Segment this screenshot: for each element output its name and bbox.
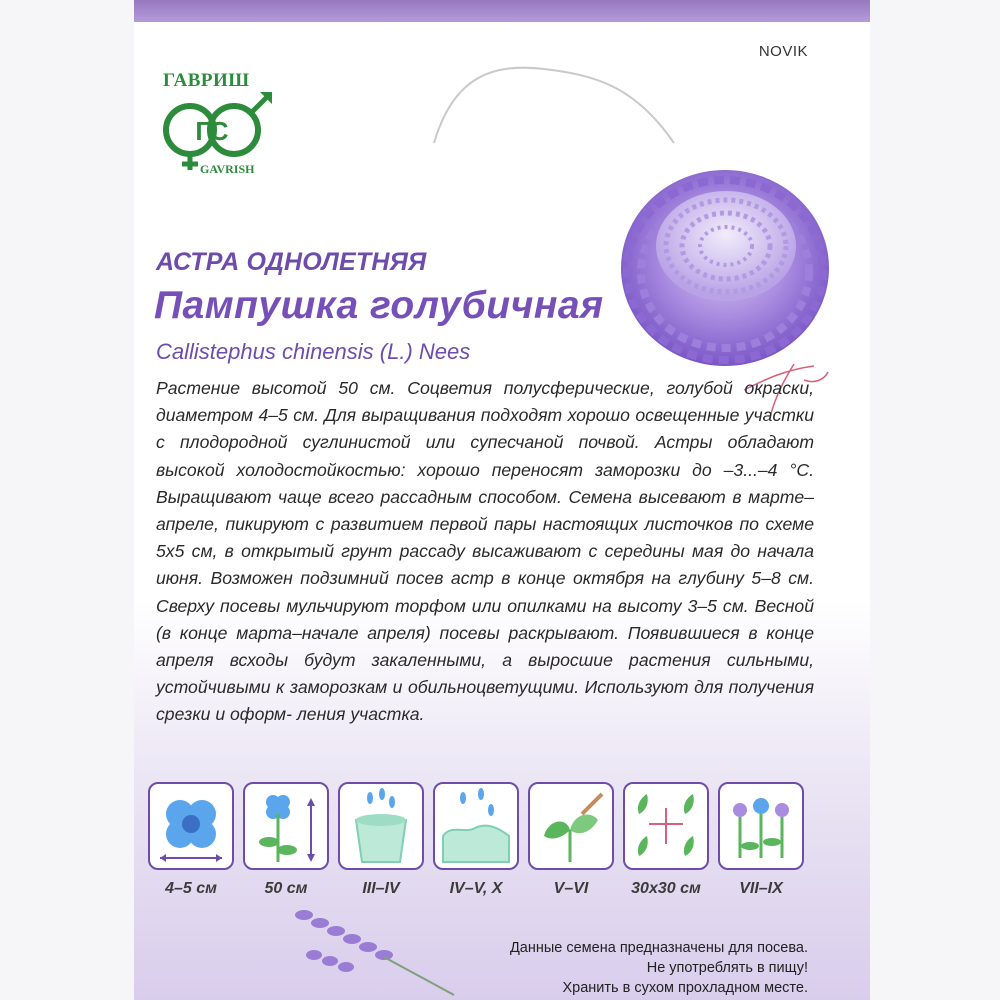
icon-cell-diameter [148,782,234,898]
plant-height-icon [243,782,329,870]
aster-flower-photo [618,158,833,373]
icon-cell-seedling [528,782,614,898]
note-line: Хранить в сухом прохладном месте. [562,980,808,996]
icon-label: 30х30 см [631,880,701,897]
notes-block [510,938,808,998]
open-ground-sowing-icon [433,782,519,870]
seedling-planting-icon [528,782,614,870]
product-variety: Пампушка голубичная [154,284,604,327]
lavender-decoration [284,895,464,1000]
note-line: Не употреблять в пищу! [646,960,808,976]
icon-label: IV–V, X [449,880,503,897]
icon-label: VII–IX [739,880,783,897]
icon-label: III–IV [362,880,400,897]
icon-cell-sowing-pot [338,782,424,898]
growing-icons-row [148,782,848,907]
icon-cell-ground-sowing [433,782,519,898]
icon-cell-flowering [718,782,804,898]
sowing-pot-icon [338,782,424,870]
product-latin-name: Callistephus chinensis (L.) Nees [156,339,471,364]
planting-scheme-icon [623,782,709,870]
brand-mark: NOVIK [758,43,808,60]
icon-label: V–VI [553,880,589,897]
icon-label: 50 см [264,880,308,897]
seed-packet-back [134,0,870,1000]
icon-cell-scheme [623,782,709,898]
product-category: АСТРА ОДНОЛЕТНЯЯ [156,248,427,276]
top-color-band [134,0,870,22]
hang-hole-icon [424,55,684,145]
icon-label: 4–5 см [165,880,217,897]
logo-text-bottom: GAVRISH [200,162,255,176]
product-description: Растение высотой 50 см. Соцветия полусферические, голубой окраски, диаметром 4–5 см. Для выращивания подходят хорошо освещенные участки с плодородной суглинистой или супесчаной почвой. Астры обладают высокой холодостойкостью: хорошо переносят заморозки до –3...–4 °С. Выращивают чаще всего рассадным способом. Семена высевают в марте–апреле, пикируют с развитием первой пары настоящих листочков по схеме 5х5 см, в открытый грунт рассаду высаживают с середины мая до начала июня. Возможен подзимний посев астр в конце октября на глубину 5–8 см. Сверху посевы мульчируют торфом или опилками на высоту 3–5 см. Весной (в конце марта–начале апреля) посевы раскрывают. Появившиеся в конце апреля всходы будут закаленными, а выросшие растения сильными, устойчивыми к заморозкам и обильноцветущими. Используют для получения срезки и оформ- ления участка. [156,378,814,725]
gavrish-logo [148,70,288,185]
icon-cell-height [243,782,329,898]
note-line: Данные семена предназначены для посева. [509,940,808,956]
logo-monogram: ГС [195,116,229,146]
logo-text-top: ГАВРИШ [163,70,250,91]
flowering-period-icon [718,782,804,870]
flower-diameter-icon [148,782,234,870]
